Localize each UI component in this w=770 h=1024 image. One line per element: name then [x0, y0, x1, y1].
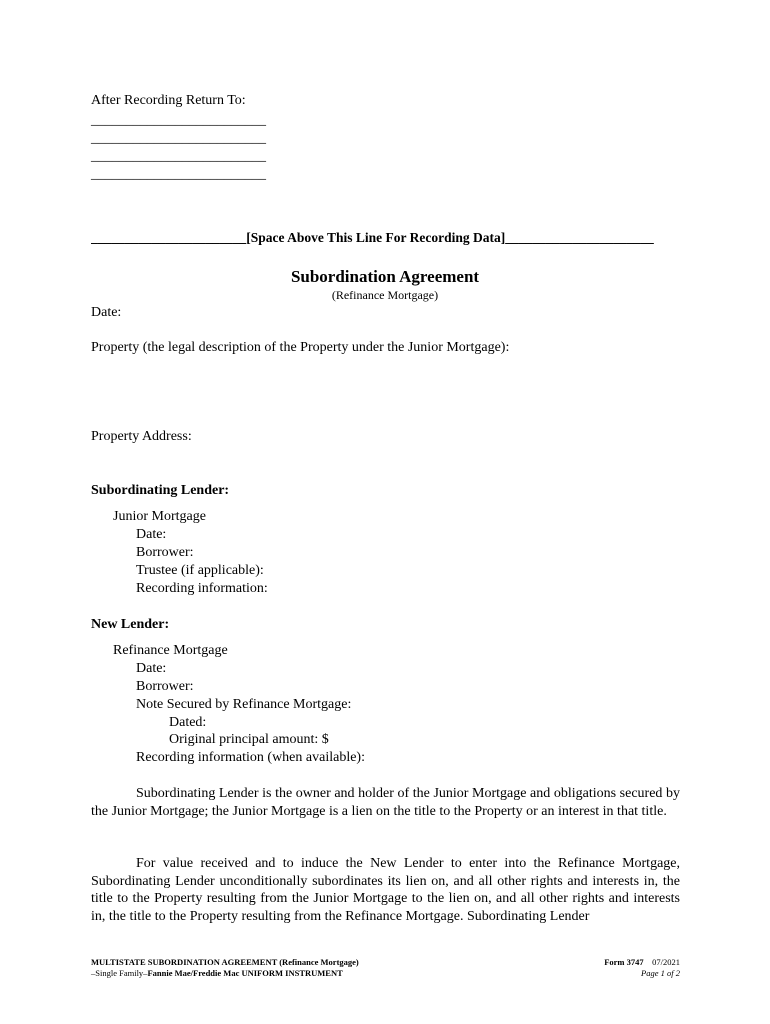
- subordinating-lender-heading: Subordinating Lender:: [91, 483, 230, 498]
- footer-form-date: 07/2021: [652, 957, 680, 967]
- return-to-line: _________________________: [91, 131, 266, 146]
- paragraph-ownership: Subordinating Lender is the owner and holder of the Junior Mortgage and obligations secured by the Junior Mortgage; the Junior Mortgage is a lien on the title to the Property or an interest in that title.: [91, 786, 680, 819]
- paragraph-subordination: For value received and to induce the New Lender to enter into the Refinance Mortgage, Subordinating Lender unconditionally subordinates its lien on, and all other rights and interests in, the title to the Property resulting from the Junior Mortgage to the lien on, and all other rights and interests in, the title to the Property resulting from the Refinance Mortgage. Subordinating Lender: [91, 856, 680, 924]
- refinance-date-label: Date:: [136, 661, 167, 676]
- footer-form-title: MULTISTATE SUBORDINATION AGREEMENT (Refinance Mortgage): [91, 957, 359, 967]
- document-subtitle: (Refinance Mortgage): [331, 288, 439, 302]
- property-address-label: Property Address:: [91, 429, 192, 444]
- return-to-line: _________________________: [91, 167, 266, 182]
- junior-borrower-label: Borrower:: [136, 545, 194, 560]
- junior-date-label: Date:: [136, 527, 167, 542]
- new-lender-heading: New Lender:: [91, 617, 170, 632]
- footer-single-family: –Single Family–: [91, 968, 148, 978]
- return-to-label: After Recording Return To:: [91, 93, 246, 108]
- return-to-line: _________________________: [91, 113, 266, 128]
- junior-recording-label: Recording information:: [136, 581, 268, 596]
- note-secured-label: Note Secured by Refinance Mortgage:: [136, 697, 352, 712]
- note-dated-label: Dated:: [169, 715, 207, 730]
- recording-data-line: _______________________[Space Above This Line For Recording Data]______________________: [91, 230, 654, 245]
- footer-instrument-line: [91, 968, 343, 979]
- junior-mortgage-label: Junior Mortgage: [113, 509, 206, 524]
- footer-form-number: Form 3747: [604, 957, 644, 967]
- refinance-borrower-label: Borrower:: [136, 679, 194, 694]
- return-to-line: _________________________: [91, 149, 266, 164]
- footer-page-number: Page 1 of 2: [641, 968, 680, 978]
- date-label: Date:: [91, 305, 122, 320]
- refinance-recording-label: Recording information (when available):: [136, 750, 365, 765]
- document-title: Subordination Agreement: [290, 267, 480, 286]
- junior-trustee-label: Trustee (if applicable):: [136, 563, 264, 578]
- footer-uniform-instrument: Fannie Mae/Freddie Mac UNIFORM INSTRUMENT: [147, 968, 343, 978]
- original-principal-label: Original principal amount: $: [169, 732, 329, 747]
- footer-form-number-line: [560, 957, 680, 968]
- property-label: Property (the legal description of the Property under the Junior Mortgage):: [91, 340, 510, 355]
- refinance-mortgage-label: Refinance Mortgage: [113, 643, 228, 658]
